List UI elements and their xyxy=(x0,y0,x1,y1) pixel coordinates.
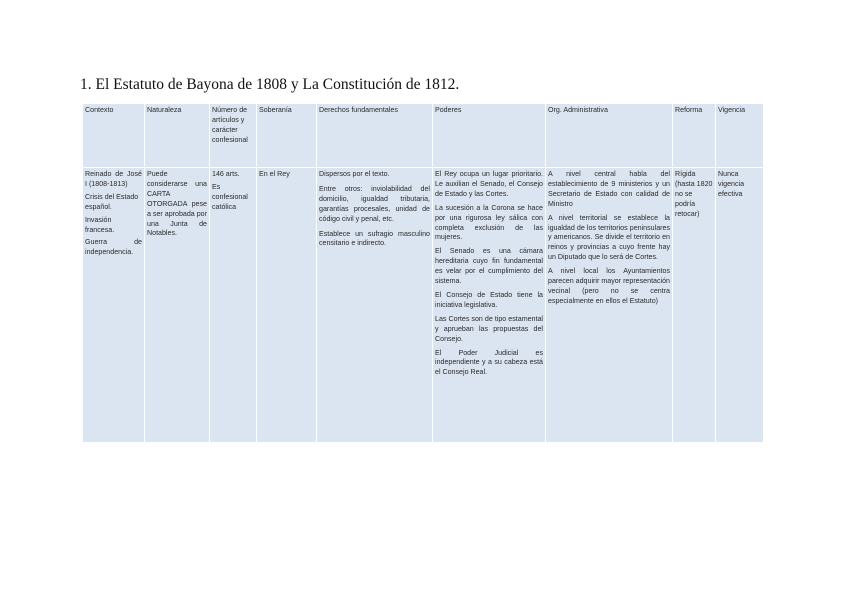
cell-paragraph: A nivel local los Ayuntamientos parecen adquirir mayor representación vecinal (pero no se centra especialmente en ellos el Estatuto) xyxy=(548,267,670,305)
cell-poderes xyxy=(433,168,546,443)
cell-paragraph: El Consejo de Estado tiene la iniciativa legislativa. xyxy=(435,290,543,309)
cell-paragraph: En el Rey xyxy=(259,170,290,178)
cell-paragraph: El Senado es una cámara hereditaria cuyo fin fundamental es velar por el cumplimiento del sistema. xyxy=(435,247,543,286)
cell-org-administrativa xyxy=(546,168,673,443)
cell-vigencia xyxy=(716,168,764,443)
cell-paragraph: Puede considerarse una CARTA OTORGADA pese a ser aprobada por una Junta de Notables. xyxy=(147,170,207,238)
table-row xyxy=(83,168,764,443)
cell-naturaleza xyxy=(145,168,210,443)
cell-reforma xyxy=(673,168,716,443)
cell-derechos xyxy=(317,168,433,443)
cell-paragraph: Rígida (hasta 1820 no se podría retocar) xyxy=(675,170,713,218)
cell-paragraph: El Poder Judicial es independiente y a su cabeza está el Consejo Real. xyxy=(435,348,543,377)
cell-paragraph: Invasión francesa. xyxy=(85,215,115,234)
cell-paragraph: Nunca vigencia efectiva xyxy=(718,170,745,198)
header-derechos: Derechos fundamentales xyxy=(317,104,433,168)
cell-paragraph: Las Cortes son de tipo estamental y aprueban las propuestas del Consejo. xyxy=(435,314,543,343)
cell-paragraph: Entre otros: inviolabilidad del domicilio, igualdad tributaria, garantías procesales, unidad de código civil y penal, etc. xyxy=(319,184,430,223)
cell-paragraph: Es confesional católica xyxy=(212,182,248,211)
cell-paragraph: Crisis del Estado español. xyxy=(85,192,139,211)
header-reforma: Reforma xyxy=(673,104,716,168)
cell-paragraph: Dispersos por el texto. xyxy=(319,170,390,178)
header-poderes: Poderes xyxy=(433,104,546,168)
header-articulos: Número de artículos y carácter confesional xyxy=(210,104,257,168)
cell-articulos xyxy=(210,168,257,443)
table-header-row xyxy=(83,104,764,168)
cell-paragraph: A nivel central habla del establecimiento de 9 ministerios y un Secretario de Estado con calidad de Ministro xyxy=(548,170,670,208)
cell-paragraph: A nivel territorial se establece la igualdad de los territorios peninsulares y americanos. Se divide el territorio en reinos y provincias a cuyo frente hay un Diputado que lo será de Cortes. xyxy=(548,213,670,262)
page-title: 1. El Estatuto de Bayona de 1808 y La Constitución de 1812. xyxy=(80,76,460,93)
cell-contexto xyxy=(83,168,145,443)
header-org-administrativa: Org. Administrativa xyxy=(546,104,673,168)
header-soberania: Soberanía xyxy=(257,104,317,168)
header-vigencia: Vigencia xyxy=(716,104,764,168)
cell-paragraph: El Rey ocupa un lugar prioritario. Le auxilian el Senado, el Consejo de Estado y las Cortes. xyxy=(435,170,543,198)
header-naturaleza: Naturaleza xyxy=(145,104,210,168)
summary-table xyxy=(83,104,764,443)
header-contexto: Contexto xyxy=(83,104,145,168)
cell-paragraph: La sucesión a la Corona se hace por una rigurosa ley sálica con completa exclusión de las mujeres. xyxy=(435,203,543,242)
cell-paragraph: Reinado de José I (1808-1813) xyxy=(85,170,142,188)
cell-paragraph: Establece un sufragio masculino censitario e indirecto. xyxy=(319,229,430,248)
cell-soberania xyxy=(257,168,317,443)
cell-paragraph: Guerra de independencia. xyxy=(85,238,142,257)
cell-paragraph: 146 arts. xyxy=(212,170,240,178)
